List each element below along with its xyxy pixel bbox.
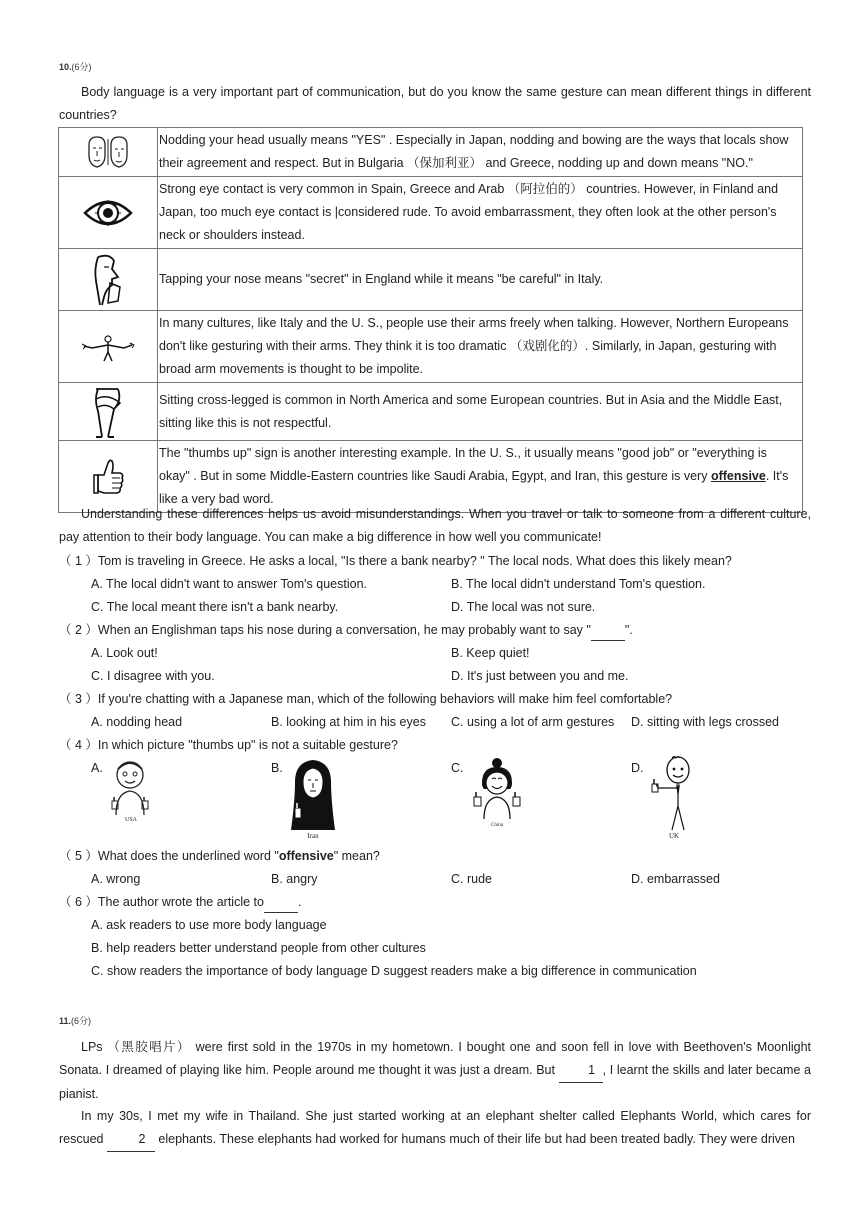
passage-text: elephants. These elephants had worked for humans much of their life but had been treated badly. They were driven xyxy=(154,1132,795,1146)
gesture-text: Tapping your nose means "secret" in England while it means "be careful" in Italy. xyxy=(158,249,803,311)
caption-uk: UK xyxy=(668,832,680,840)
gesture-row xyxy=(59,249,803,311)
option-a[interactable]: A. Look out! xyxy=(91,646,158,660)
blank-1[interactable]: 1 xyxy=(559,1059,603,1083)
stem-text: （ 6 ）The author wrote the article to xyxy=(59,895,264,909)
blank-2[interactable]: 2 xyxy=(107,1128,155,1152)
gesture-row xyxy=(59,311,803,383)
question-3-stem: （ 3 ）If you're chatting with a Japanese man, which of the following behaviors will make him feel comfortable? xyxy=(59,692,673,706)
eye-icon xyxy=(59,177,158,249)
option-a[interactable]: A. The local didn't want to answer Tom's question. xyxy=(91,577,367,591)
option-c[interactable]: C. xyxy=(451,761,464,775)
picture-d-uk-man[interactable] xyxy=(648,754,700,844)
question-10-header xyxy=(59,60,92,73)
option-c[interactable]: C. using a lot of arm gestures xyxy=(451,715,615,729)
question-points: (6分) xyxy=(71,1016,92,1026)
option-a[interactable]: A. ask readers to use more body language xyxy=(91,918,327,932)
arms-gesture-icon xyxy=(59,311,158,383)
bold-word-offensive: offensive xyxy=(278,849,334,863)
question-5-stem xyxy=(59,846,380,866)
picture-a-usa-boy[interactable] xyxy=(106,757,156,827)
option-b[interactable]: B. The local didn't understand Tom's question. xyxy=(451,577,706,591)
question-4-stem: （ 4 ）In which picture "thumbs up" is not a suitable gesture? xyxy=(59,738,398,752)
cross-legged-icon xyxy=(59,383,158,441)
gesture-text: Nodding your head usually means "YES" . Especially in Japan, nodding and bowing are the ways that locals show their agreement and respect. But in Bulgaria （保加利亚） and Greece, nodding up and down means "NO." xyxy=(158,128,803,177)
gesture-row xyxy=(59,441,803,513)
caption-china: China xyxy=(491,823,503,828)
thumbs-up-icon xyxy=(59,441,158,513)
option-c[interactable]: C. rude xyxy=(451,872,492,886)
option-c[interactable]: C. I disagree with you. xyxy=(91,669,215,683)
answer-blank[interactable] xyxy=(591,620,625,641)
passage-paragraph-1 xyxy=(59,1036,811,1106)
option-d[interactable]: D. It's just between you and me. xyxy=(451,669,629,683)
gesture-table xyxy=(58,127,803,513)
caption-iran: Iran xyxy=(307,832,319,840)
intro-paragraph: Body language is a very important part of communication, but do you know the same gesture can mean different things in different countries? xyxy=(59,85,811,122)
option-a[interactable]: A. wrong xyxy=(91,872,141,886)
stem-text: " mean? xyxy=(333,849,380,863)
underlined-word-offensive: offensive xyxy=(710,469,766,483)
picture-b-iran-woman[interactable] xyxy=(287,758,339,844)
passage-text: In my 30s, I met my wife in Thailand. She just started working at an elephant shelter called Elephants World, which cares for rescued xyxy=(59,1109,811,1146)
outro-paragraph: Understanding these differences helps us avoid misunderstandings. When you travel or talk to someone from a different culture, pay attention to their body language. You can make a big difference in how well you communicate! xyxy=(59,507,811,544)
option-d[interactable]: D. xyxy=(631,761,644,775)
option-a[interactable]: A. xyxy=(91,761,103,775)
option-b[interactable]: B. xyxy=(271,761,283,775)
question-number: 10. xyxy=(59,62,72,72)
gesture-text: Strong eye contact is very common in Spain, Greece and Arab （阿拉伯的） countries. However, in Finland and Japan, too much eye contact is |considered rude. To avoid embarrassment, they often look at the other person's neck or shoulders instead. xyxy=(158,177,803,249)
question-points: (6分) xyxy=(71,62,92,72)
question-number: 11. xyxy=(59,1016,72,1026)
gesture-text: Sitting cross-legged is common in North America and some European countries. But in Asia and the Middle East, sitting like this is not respectful. xyxy=(158,383,803,441)
nose-tap-icon xyxy=(59,249,158,311)
option-a[interactable]: A. nodding head xyxy=(91,715,183,729)
option-b[interactable]: B. looking at him in his eyes xyxy=(271,715,426,729)
gesture-text-part: The "thumbs up" sign is another interesting example. In the U. S., it usually means "good job" or "everything is okay" . But in some Middle-Eastern countries like Saudi Arabia, Egypt, and Iran, this gesture is very xyxy=(159,446,767,483)
answer-blank[interactable] xyxy=(264,892,298,913)
nodding-faces-icon xyxy=(59,128,158,177)
gesture-text: In many cultures, like Italy and the U. S., people use their arms freely when talking. However, Northern Europeans don't like gesturing with their arms. They think it is too dramatic （戏剧化的）. Similarly, in Japan, gesturing with broad arm movements is thought to be impolite. xyxy=(158,311,803,383)
caption-usa: USA xyxy=(124,817,137,823)
question-6-stem xyxy=(59,892,301,913)
gesture-row xyxy=(59,128,803,177)
option-b[interactable]: B. angry xyxy=(271,872,318,886)
passage-text: , I learnt the skills and later became a pianist. xyxy=(59,1063,811,1101)
stem-text: （ 5 ）What does the underlined word " xyxy=(59,849,279,863)
option-c[interactable]: C. The local meant there isn't a bank nearby. xyxy=(91,600,339,614)
option-c[interactable]: C. show readers the importance of body language D suggest readers make a big difference in communication xyxy=(91,964,697,978)
option-b[interactable]: B. Keep quiet! xyxy=(451,646,530,660)
option-d[interactable]: D. The local was not sure. xyxy=(451,600,596,614)
option-d[interactable]: D. sitting with legs crossed xyxy=(631,715,779,729)
option-b[interactable]: B. help readers better understand people from other cultures xyxy=(91,941,426,955)
question-11-header xyxy=(59,1014,91,1027)
gesture-text xyxy=(158,441,803,513)
stem-text: （ 2 ）When an Englishman taps his nose during a conversation, he may probably want to say " xyxy=(59,623,591,637)
gesture-row xyxy=(59,177,803,249)
passage-text: LPs （黑胶唱片） were first sold in the 1970s in my hometown. I bought one and soon fell in love with Beethoven's Moonlight Sonata. I dreamed of playing like him. People around me thought it was just a dream. But xyxy=(59,1040,811,1077)
gesture-row xyxy=(59,383,803,441)
gesture-text-part: . It's like a very bad word. xyxy=(159,469,789,506)
picture-c-china-girl[interactable] xyxy=(470,757,524,833)
option-d[interactable]: D. embarrassed xyxy=(631,872,720,886)
question-2-stem xyxy=(59,620,633,641)
stem-text: ". xyxy=(624,623,633,637)
passage-paragraph-2 xyxy=(59,1105,811,1152)
stem-text: . xyxy=(297,895,302,909)
question-1-stem: （ 1 ）Tom is traveling in Greece. He asks a local, "Is there a bank nearby? " The local nods. What does this likely mean? xyxy=(59,554,732,568)
